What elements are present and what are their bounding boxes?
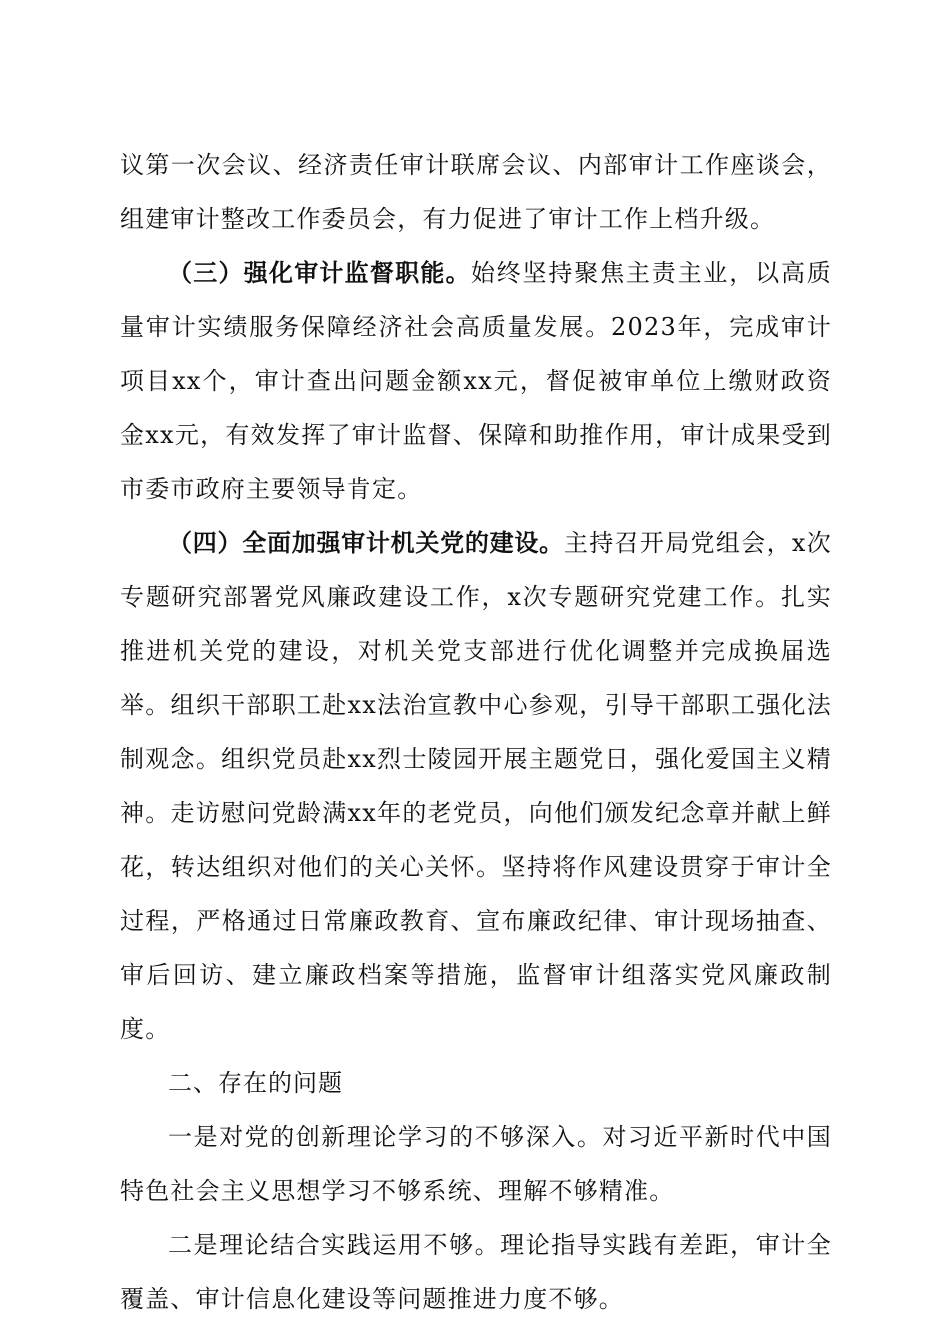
problem-item: 一是对党的创新理论学习的不够深入。对习近平新时代中国特色社会主义思想学习不够系统、理解不够精准。 (120, 1123, 832, 1205)
section-heading: 二、存在的问题 (168, 1069, 343, 1097)
paragraph-body: 始终坚持聚焦主责主业，以高质量审计实绩服务保障经济社会高质量发展。2023年，完成审计项目xx个，审计查出问题金额xx元，督促被审单位上缴财政资金xx元，有效发挥了审计监督、保障和助推作用，审计成果受到市委市政府主要领导肯定。 (120, 259, 832, 503)
document-page (120, 138, 832, 1326)
paragraph-body: 主持召开局党组会，x次专题研究部署党风廉政建设工作，x次专题研究党建工作。扎实推进机关党的建设，对机关党支部进行优化调整并完成换届选举。组织干部职工赴xx法治宣教中心参观，引导干部职工强化法制观念。组织党员赴xx烈士陵园开展主题党日，强化爱国主义精神。走访慰问党龄满xx年的老党员，向他们颁发纪念章并献上鲜花，转达组织对他们的关心关怀。坚持将作风建设贯穿于审计全过程，严格通过日常廉政教育、宣布廉政纪律、审计现场抽查、审后回访、建立廉政档案等措施，监督审计组落实党风廉政制度。 (120, 529, 832, 1043)
paragraph-audit-supervision (120, 246, 832, 516)
paragraph-lead: （四）全面加强审计机关党的建设。 (168, 529, 564, 557)
problem-item: 二是理论结合实践运用不够。理论指导实践有差距，审计全覆盖、审计信息化建设等问题推进力度不够。 (120, 1231, 832, 1313)
paragraph-lead: （三）强化审计监督职能。 (168, 259, 471, 287)
paragraph-continuation: 议第一次会议、经济责任审计联席会议、内部审计工作座谈会，组建审计整改工作委员会，有力促进了审计工作上档升级。 (120, 151, 832, 233)
paragraph-party-building (120, 516, 832, 1056)
